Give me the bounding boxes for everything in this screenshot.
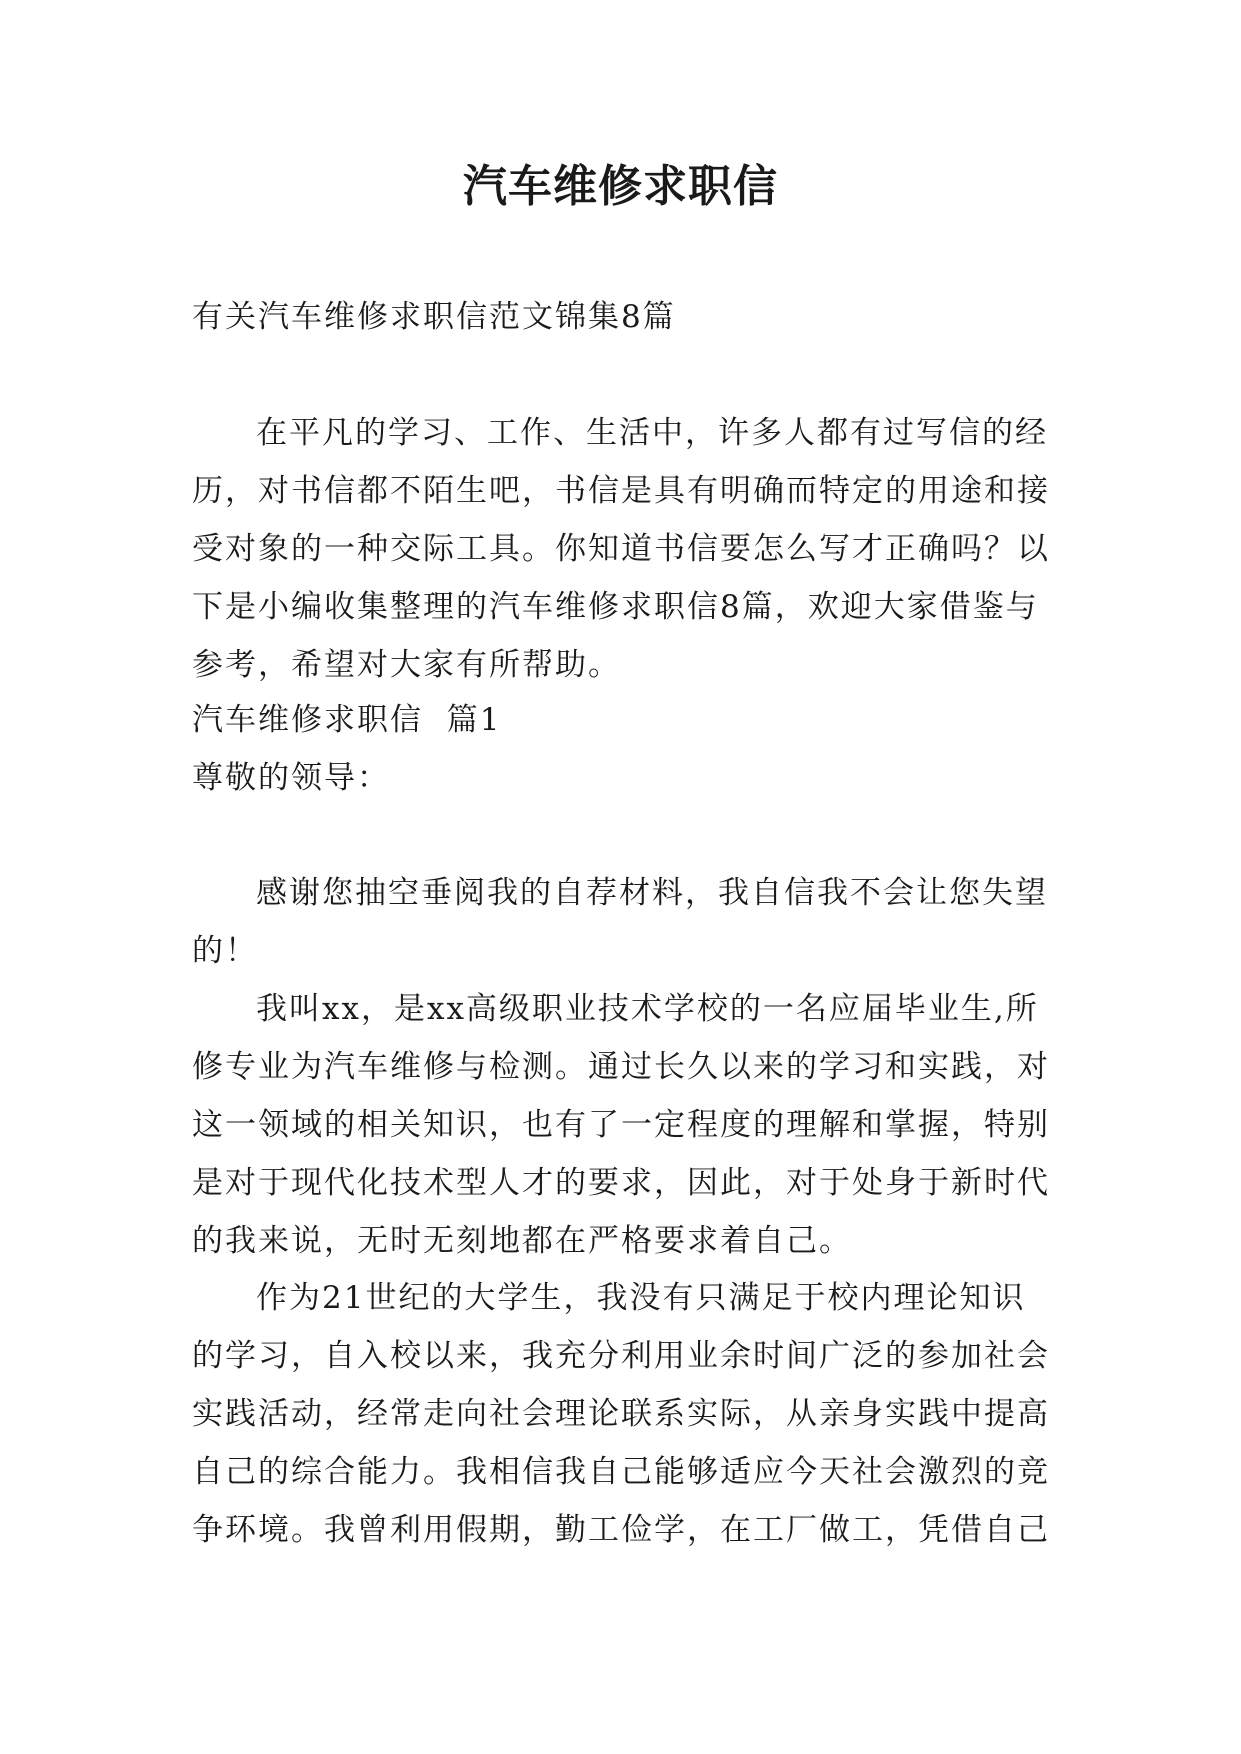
document-subtitle: 有关汽车维修求职信范文锦集8篇 [192, 299, 676, 335]
body-paragraph: 感谢您抽空垂阅我的自荐材料，我自信我不会让您失望的！ [192, 875, 1048, 969]
body-paragraph: 我叫xx，是xx高级职业技术学校的一名应届毕业生,所修专业为汽车维修与检测。通过长久以来的学习和实践，对这一领域的相关知识，也有了一定程度的理解和掌握，特别是对于现代化技术型人才的要求，因此，对于处身于新时代的我来说，无时无刻地都在严格要求着自己。 [192, 991, 1050, 1259]
document-title: 汽车维修求职信 [463, 161, 778, 212]
section-heading: 汽车维修求职信 篇1 [192, 702, 502, 738]
intro-paragraph: 在平凡的学习、工作、生活中，许多人都有过写信的经历，对书信都不陌生吧，书信是具有明确而特定的用途和接受对象的一种交际工具。你知道书信要怎么写才正确吗？以下是小编收集整理的汽车维修求职信8篇，欢迎大家借鉴与参考，希望对大家有所帮助。 [192, 415, 1050, 683]
salutation: 尊敬的领导： [192, 760, 390, 796]
body-paragraph: 作为21世纪的大学生，我没有只满足于校内理论知识的学习，自入校以来，我充分利用业余时间广泛的参加社会实践活动，经常走向社会理论联系实际，从亲身实践中提高自己的综合能力。我相信我自己能够适应今天社会激烈的竞争环境。我曾利用假期，勤工俭学，在工厂做工，凭借自己 [192, 1280, 1050, 1548]
